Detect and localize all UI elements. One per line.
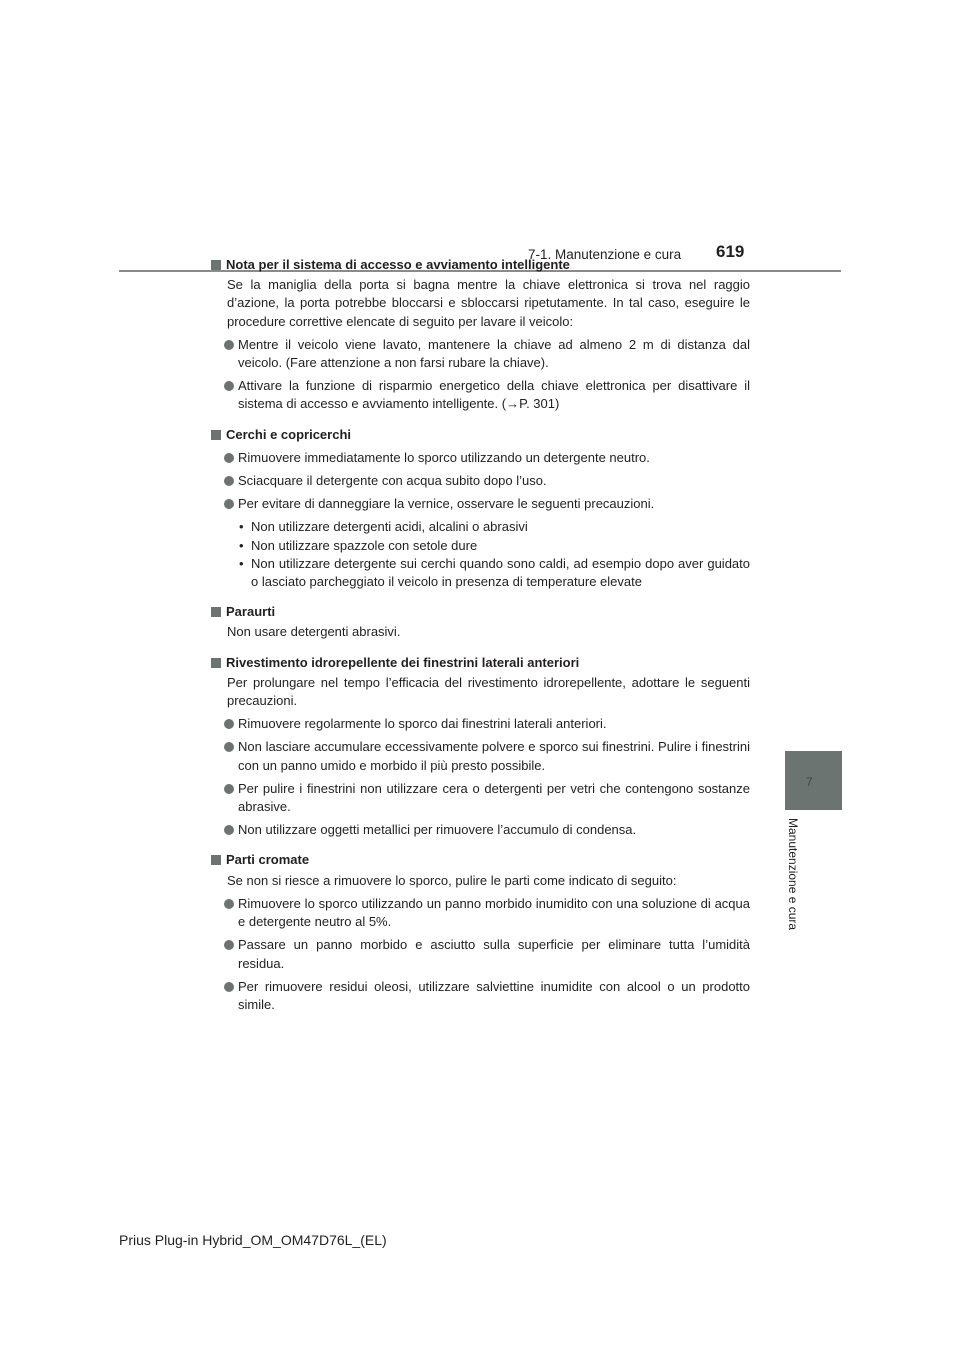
section-water-repellent (210, 654, 750, 840)
square-bullet-icon (211, 855, 221, 865)
round-bullet-icon (224, 825, 234, 835)
chapter-tab-label: Manutenzione e cura (786, 818, 800, 931)
section-intro: Per prolungare nel tempo l’efficacia del rivestimento idrorepellente, adottare le seguenti precauzioni. (227, 674, 750, 709)
section-title: Cerchi e copricerchi (210, 426, 750, 444)
square-bullet-icon (211, 658, 221, 668)
sub-list (210, 518, 750, 591)
list-item: Attivare la funzione di risparmio energetico della chiave elettronica per disattivare il sistema di accesso e avviamento intelligente. (→P. 301) (210, 377, 750, 413)
chapter-tab-number: 7 (806, 775, 813, 789)
list-item: Per evitare di danneggiare la vernice, osservare le seguenti precauzioni. (210, 495, 750, 513)
round-bullet-icon (224, 340, 234, 350)
small-bullet-icon: • (239, 537, 244, 553)
list-item: Mentre il veicolo viene lavato, mantenere la chiave ad almeno 2 m di distanza dal veicolo. (Fare attenzione a non farsi rubare la chiave). (210, 336, 750, 372)
document-footer: Prius Plug-in Hybrid_OM_OM47D76L_(EL) (119, 1232, 387, 1248)
round-bullet-icon (224, 742, 234, 752)
square-bullet-icon (211, 430, 221, 440)
round-bullet-icon (224, 719, 234, 729)
list-item: Rimuovere regolarmente lo sporco dai finestrini laterali anteriori. (210, 715, 750, 733)
round-bullet-icon (224, 784, 234, 794)
chapter-tab-label-box (786, 818, 804, 958)
sub-list-item: • Non utilizzare detergenti acidi, alcalini o abrasivi (210, 518, 750, 536)
list-item: Non utilizzare oggetti metallici per rimuovere l’accumulo di condensa. (210, 821, 750, 839)
list-item: Per pulire i finestrini non utilizzare cera o detergenti per vetri che contengono sostanze abrasive. (210, 780, 750, 816)
section-wheels (210, 426, 750, 592)
section-intro: Se non si riesce a rimuovere lo sporco, pulire le parti come indicato di seguito: (227, 872, 677, 888)
round-bullet-icon (224, 453, 234, 463)
page-content (210, 256, 750, 1026)
round-bullet-icon (224, 499, 234, 509)
list-item: Non lasciare accumulare eccessivamente polvere e sporco sui finestrini. Pulire i finestrini con un panno umido e morbido il più presto possibile. (210, 738, 750, 774)
small-bullet-icon: • (239, 555, 244, 571)
list-item: Rimuovere lo sporco utilizzando un panno morbido inumidito con una soluzione di acqua e detergente neutro al 5%. (210, 895, 750, 931)
round-bullet-icon (224, 982, 234, 992)
chapter-tab (785, 751, 842, 810)
list-item: Sciacquare il detergente con acqua subito dopo l’uso. (210, 472, 750, 490)
round-bullet-icon (224, 899, 234, 909)
section-title: Nota per il sistema di accesso e avviamento intelligente (210, 256, 750, 274)
section-title: Rivestimento idrorepellente dei finestrini laterali anteriori (210, 654, 750, 672)
square-bullet-icon (211, 607, 221, 617)
section-bumpers (210, 603, 750, 641)
list-item: Per rimuovere residui oleosi, utilizzare salviettine inumidite con alcool o un prodotto simile. (210, 978, 750, 1014)
round-bullet-icon (224, 381, 234, 391)
section-title: Parti cromate (210, 851, 750, 869)
running-header-section: 7-1. Manutenzione e cura (528, 247, 682, 262)
sub-list-item: • Non utilizzare spazzole con setole dure (210, 537, 750, 555)
square-bullet-icon (211, 260, 221, 270)
section-chrome (210, 851, 750, 1014)
section-smart-key (210, 256, 750, 414)
section-title: Paraurti (210, 603, 750, 621)
round-bullet-icon (224, 940, 234, 950)
list-item: Rimuovere immediatamente lo sporco utilizzando un detergente neutro. (210, 449, 750, 467)
page-number: 619 (716, 242, 745, 261)
section-intro: Se la maniglia della porta si bagna mentre la chiave elettronica si trova nel raggio d’azione, la porta potrebbe bloccarsi e sbloccarsi ripetutamente. In tal caso, eseguire le procedure correttive elencate di seguito per lavare il veicolo: (227, 277, 750, 329)
sub-list-item: • Non utilizzare detergente sui cerchi quando sono caldi, ad esempio dopo aver guidato o lasciato parcheggiato il veicolo in presenza di temperature elevate (239, 555, 750, 590)
list-item: Passare un panno morbido e asciutto sulla superficie per eliminare tutta l’umidità residua. (210, 936, 750, 972)
small-bullet-icon: • (239, 519, 244, 535)
section-intro: Non usare detergenti abrasivi. (227, 624, 401, 640)
round-bullet-icon (224, 476, 234, 486)
